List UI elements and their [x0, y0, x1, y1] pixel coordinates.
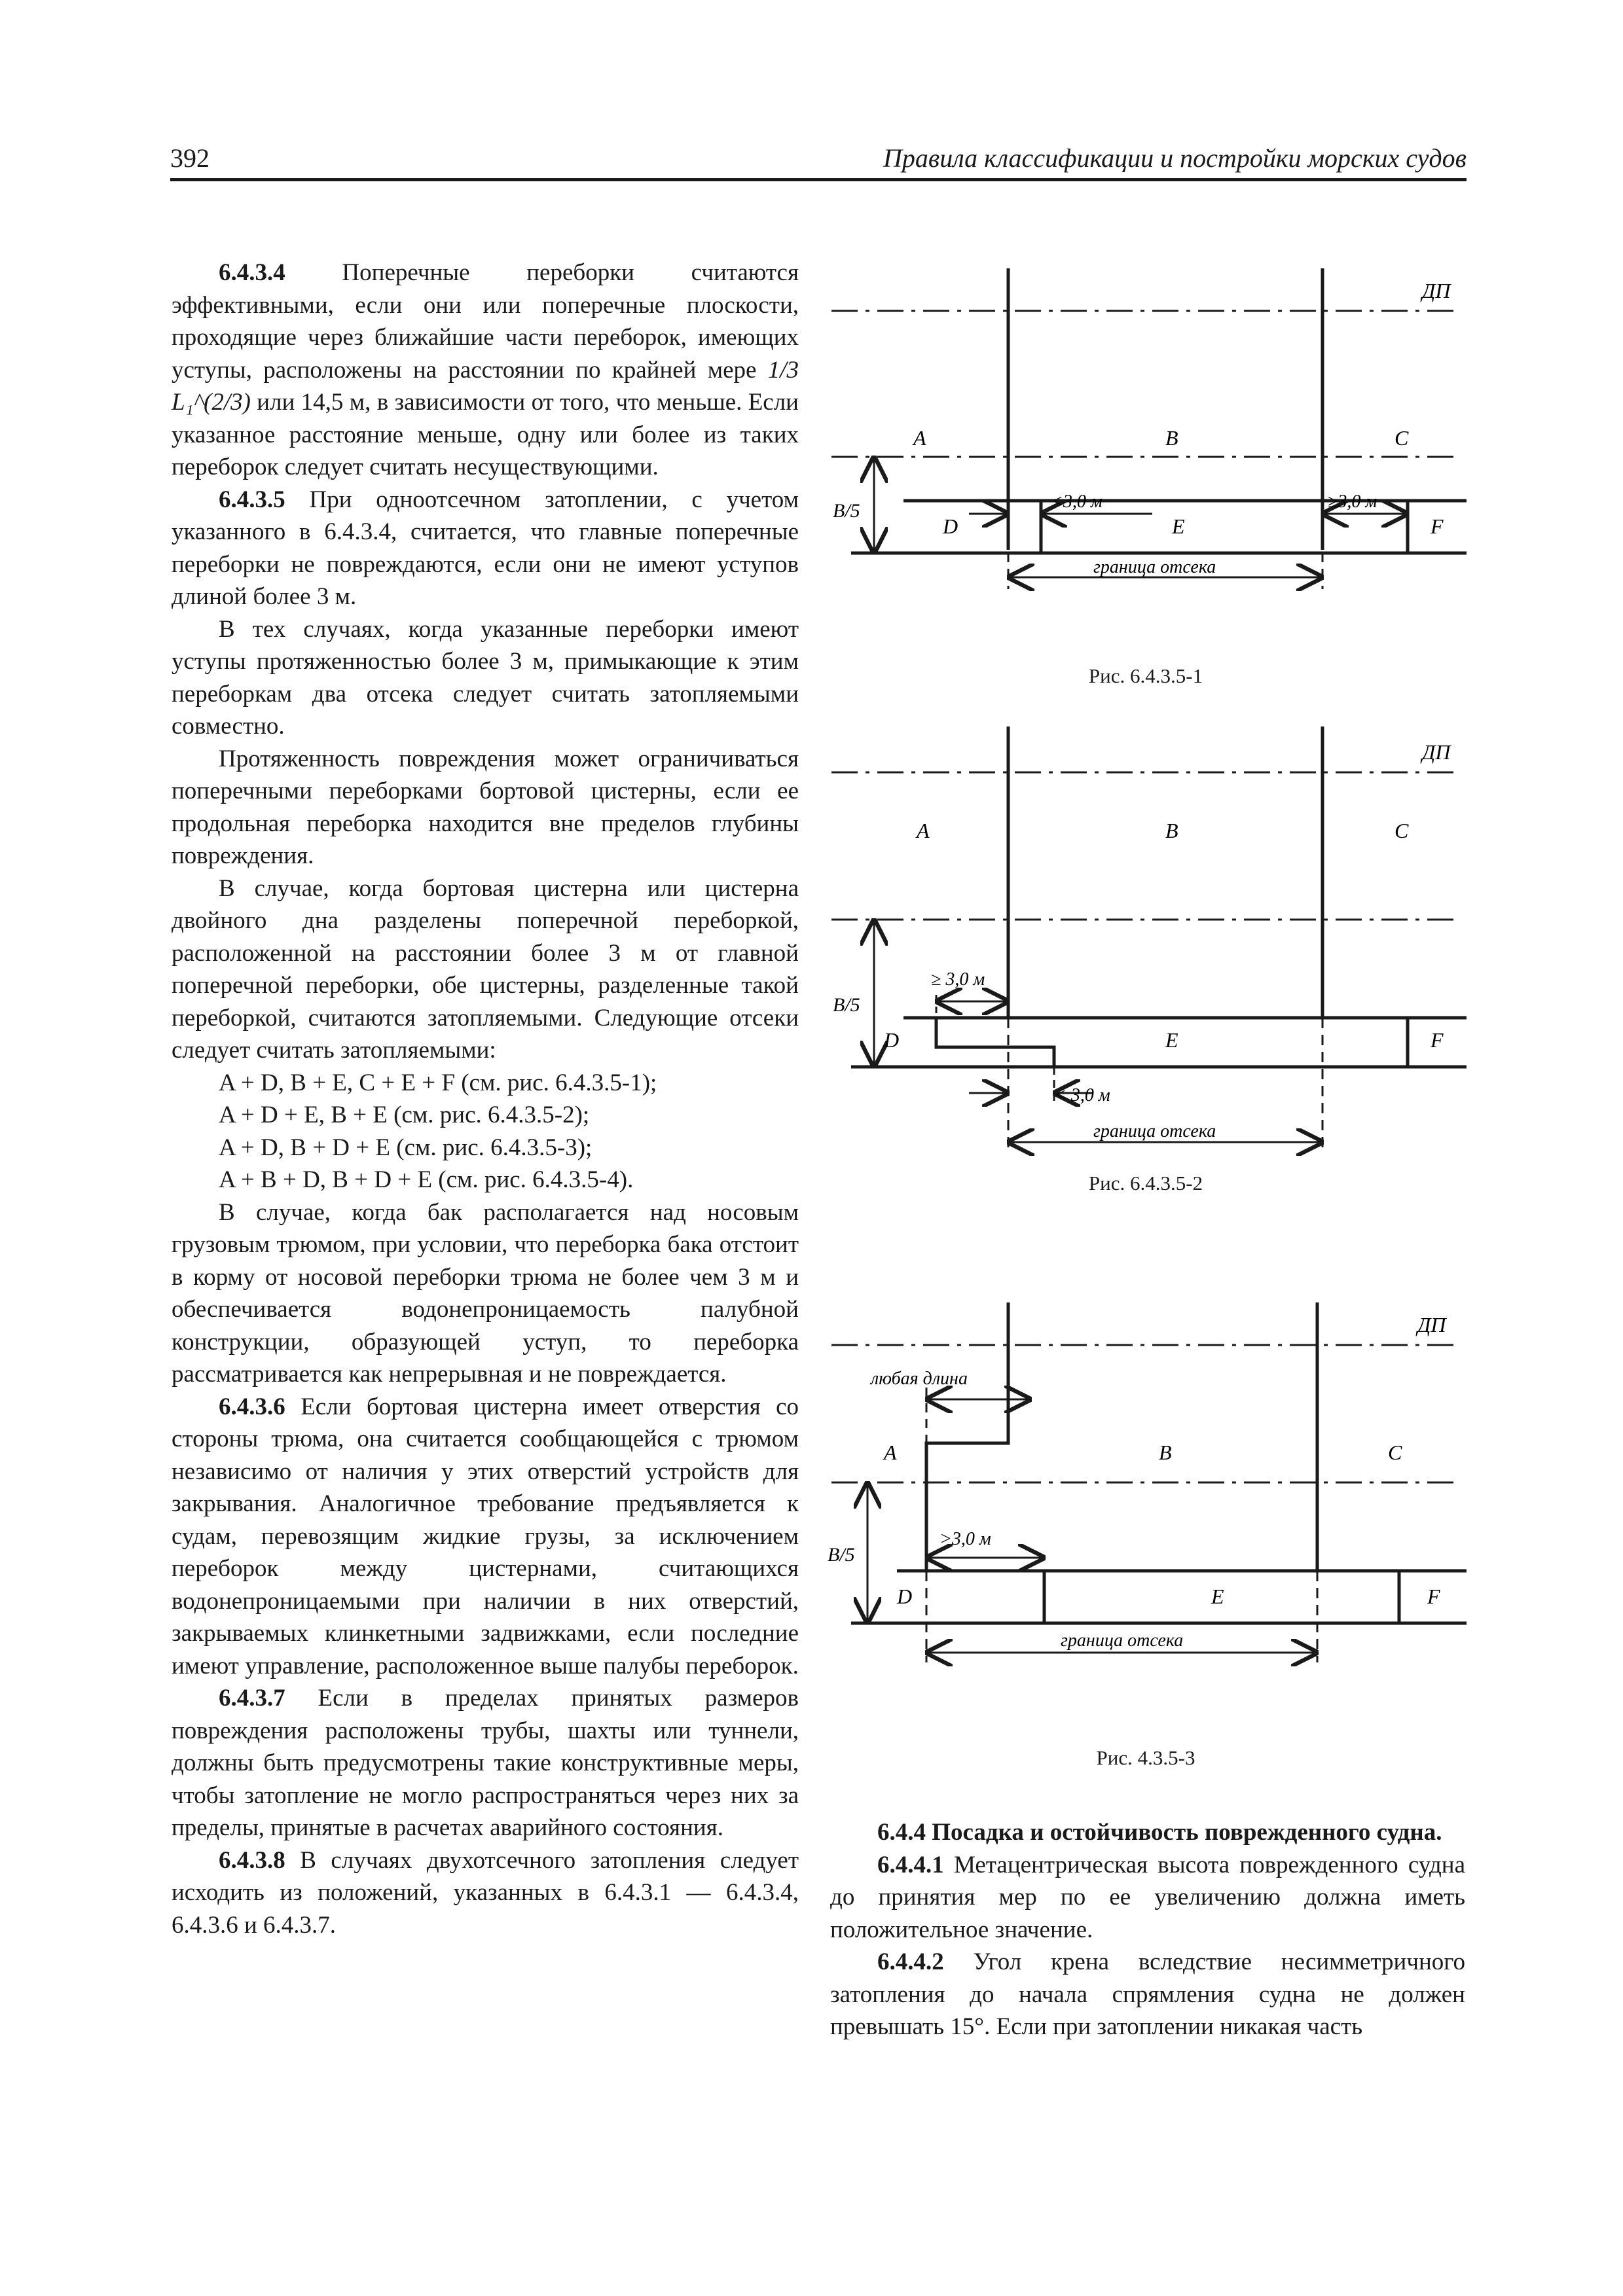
paragraph-6-4-4-2: 6.4.4.2 Угол крена вследствие несимметричного затопления до начала спрямления судна не должен превышать 15°. Если при затоплении никакая часть	[830, 1948, 1465, 2040]
paragraph-6-4-3-7: 6.4.3.7 Если в пределах принятых размеров повреждения расположены трубы, шахты или туннели, должны быть предусмотрены такие конструктивные меры, чтобы затопление не могло распространяться через них за пределы, принятые в расчетах аварийного состояния.	[172, 1685, 799, 1841]
formula-l1: 1/3 L₁^(2/3)	[172, 356, 799, 416]
label-e: E	[1211, 1585, 1224, 1608]
page-number: 392	[170, 143, 210, 173]
label-f: F	[1431, 514, 1444, 538]
figure-caption: Рис. 4.3.5-3	[1096, 1746, 1195, 1769]
section-heading: 6.4.4 Посадка и остойчивость поврежденного судна.	[877, 1819, 1442, 1846]
boundary-label: граница отсека	[1093, 1121, 1216, 1141]
label-d: D	[897, 1585, 913, 1608]
section-number: 6.4.3.5	[219, 486, 285, 513]
label-f: F	[1431, 1028, 1444, 1052]
label-d: D	[943, 514, 958, 538]
dimension-label: >3,0 м	[939, 1529, 991, 1549]
label-d: D	[884, 1028, 900, 1052]
flooding-combination: A + D + E, B + E (см. рис. 6.4.3.5-2);	[219, 1102, 590, 1128]
section-number: 6.4.3.7	[219, 1685, 285, 1712]
flooding-combination: A + D, B + D + E (см. рис. 6.4.3.5-3);	[219, 1134, 593, 1161]
right-column	[830, 1816, 1465, 2043]
running-title: Правила классификации и постройки морских судов	[883, 143, 1467, 173]
label-a: A	[913, 426, 926, 450]
figure-6-4-3-5-1	[818, 262, 1473, 628]
flooding-combination: A + D, B + E, C + E + F (см. рис. 6.4.3.5-1);	[219, 1069, 657, 1096]
flooding-combination: A + B + D, B + D + E (см. рис. 6.4.3.5-4).	[219, 1166, 634, 1193]
label-b: B	[1165, 426, 1178, 450]
section-number: 6.4.3.8	[219, 1846, 285, 1874]
left-column	[172, 257, 799, 1941]
diagram-3	[818, 1296, 1473, 1702]
paragraph-6-4-3-8: 6.4.3.8 В случаях двухотсечного затопления следует исходить из положений, указанных в 6.4.3.1 — 6.4.3.4, 6.4.3.6 и 6.4.3.7.	[172, 1846, 799, 1939]
paragraph-6-4-4-1: 6.4.4.1 Метацентрическая высота поврежденного судна до принятия мер по ее увеличению должна иметь положительное значение.	[830, 1851, 1465, 1943]
label-e: E	[1165, 1028, 1178, 1052]
dimension-label: < 3,0 м	[1054, 1085, 1110, 1105]
label-dp: ДП	[1417, 1313, 1446, 1336]
paragraph: Протяженность повреждения может ограничиваться поперечными переборками бортовой цистерны, если ее продольная переборка находится вне пределов глубины повреждения.	[172, 745, 799, 869]
dimension-label: <3,0 м	[1051, 492, 1103, 512]
section-number: 6.4.4.2	[877, 1948, 944, 1975]
label-e: E	[1172, 514, 1185, 538]
label-c: C	[1395, 426, 1409, 450]
figure-4-3-5-3	[818, 1296, 1473, 1702]
dimension-label: ≥3,0 м	[1328, 492, 1377, 512]
dimension-label: ≥ 3,0 м	[931, 969, 985, 990]
label-b5: B/5	[833, 994, 860, 1016]
diagram-2	[818, 720, 1473, 1165]
label-f: F	[1427, 1585, 1440, 1608]
stepped-tank-bulkhead	[936, 1018, 1054, 1067]
paragraph-6-4-3-5: 6.4.3.5 При одноотсечном затоплении, с учетом указанного в 6.4.3.4, считается, что главные поперечные переборки не повреждаются, если они не имеют уступов длиной более 3 м.	[172, 486, 799, 610]
diagram-1	[818, 262, 1473, 628]
label-b: B	[1165, 819, 1178, 842]
figure-caption: Рис. 6.4.3.5-2	[1088, 1172, 1203, 1194]
label-b5: B/5	[828, 1544, 855, 1566]
paragraph: В случае, когда бак располагается над носовым грузовым трюмом, при условии, что переборка бака отстоит в корму от носовой переборки трюма не более чем 3 м и обеспечивается водонепроницаемость палубной конструкции, образующей уступ, то переборка рассматривается как непрерывная и не повреждается.	[172, 1198, 799, 1388]
label-c: C	[1395, 819, 1409, 842]
label-b5: B/5	[833, 500, 860, 522]
section-number: 6.4.4.1	[877, 1851, 944, 1878]
label-dp: ДП	[1422, 740, 1451, 764]
label-b: B	[1159, 1441, 1172, 1464]
label-a: A	[917, 819, 930, 842]
label-dp: ДП	[1422, 279, 1451, 302]
boundary-label: граница отсека	[1061, 1630, 1184, 1651]
paragraph-6-4-3-6: 6.4.3.6 Если бортовая цистерна имеет отверстия со стороны трюма, она считается сообщающейся с трюмом независимо от наличия у этих отверстий устройств для закрывания. Аналогичное требование предъявляется к судам, перевозящим жидкие грузы, за исключением переборок между цистернами, считающихся водонепроницаемыми при наличии в них отверстий, закрываемых клинкетными задвижками, если последние имеют управление, расположенное выше палубы переборок.	[172, 1393, 799, 1679]
figure-6-4-3-5-2	[818, 720, 1473, 1165]
paragraph: В случае, когда бортовая цистерна или цистерна двойного дна разделены поперечной переборкой, расположенной на расстоянии более 3 м от главной поперечной переборки, обе цистерны, разделенные такой переборкой, считаются затопляемыми. Следующие отсеки следует считать затопляемыми:	[172, 874, 799, 1064]
paragraph: В тех случаях, когда указанные переборки имеют уступы протяженностью более 3 м, примыкающие к этим переборкам два отсека следует считать затопляемыми совместно.	[172, 615, 799, 740]
label-a: A	[884, 1441, 897, 1464]
section-number: 6.4.3.6	[219, 1393, 285, 1420]
header-rule	[170, 178, 1467, 181]
section-number: 6.4.3.4	[219, 259, 285, 286]
page-header	[170, 143, 1467, 182]
figure-caption: Рис. 6.4.3.5-1	[1088, 664, 1203, 687]
paragraph-6-4-3-4: 6.4.3.4 Поперечные переборки считаются эффективными, если они или поперечные плоскости, проходящие через ближайшие части переборок, имеющих уступы, расположены на расстоянии по крайней мере 1/3 L₁^(2/3) или 14,5 м, в зависимости от того, что меньше. Если указанное расстояние меньше, одну или более из таких переборок следует считать несуществующими.	[172, 259, 799, 480]
label-c: C	[1388, 1441, 1402, 1464]
boundary-label: граница отсека	[1093, 557, 1216, 577]
dimension-label: любая длина	[871, 1369, 968, 1389]
